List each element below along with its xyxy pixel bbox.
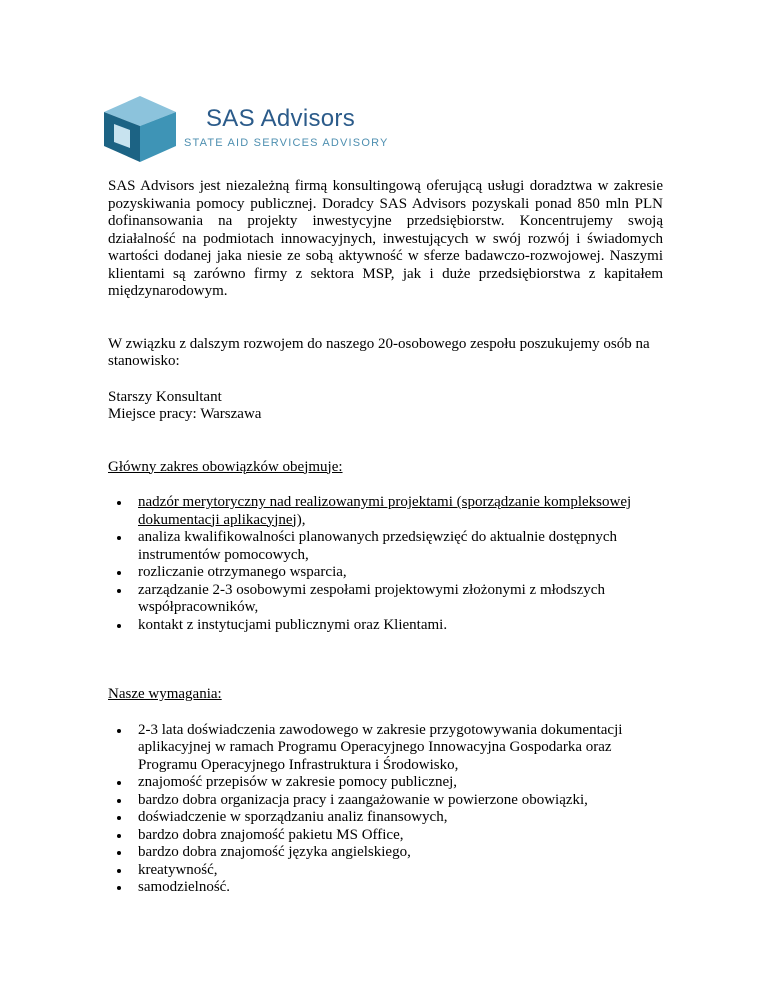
list-item: samodzielność. [138, 879, 663, 897]
list-item: 2-3 lata doświadczenia zawodowego w zakresie przygotowywania dokumentacji aplikacyjnej w ramach Programu Operacyjnego Innowacyjna Gospodarka oraz Programu Operacyjnego Infrastruktura i Środowisko, [138, 722, 663, 775]
requirements-heading: Nasze wymagania: [108, 686, 222, 702]
list-item: bardzo dobra organizacja pracy i zaangażowanie w powierzone obowiązki, [138, 792, 663, 810]
duties-list [108, 494, 663, 634]
company-logo [104, 96, 404, 162]
list-item: zarządzanie 2-3 osobowymi zespołami projektowymi złożonymi z młodszych współpracowników, [138, 582, 663, 617]
position-title: Starszy Konsultant [108, 388, 222, 405]
recruitment-paragraph: W związku z dalszym rozwojem do naszego 20-osobowego zespołu poszukujemy osób na stanowisko: [108, 335, 650, 369]
position-location: Miejsce pracy: Warszawa [108, 406, 262, 422]
list-item: nadzór merytoryczny nad realizowanymi projektami (sporządzanie kompleksowej dokumentacji aplikacyjnej), [138, 494, 663, 529]
list-item: rozliczanie otrzymanego wsparcia, [138, 564, 663, 582]
list-item: doświadczenie w sporządzaniu analiz finansowych, [138, 809, 663, 827]
list-item: znajomość przepisów w zakresie pomocy publicznej, [138, 774, 663, 792]
list-item: kontakt z instytucjami publicznymi oraz Klientami. [138, 617, 663, 635]
brand-tagline: STATE AID SERVICES ADVISORY [184, 137, 389, 149]
cube-logo-icon [104, 96, 176, 162]
intro-paragraph: SAS Advisors jest niezależną firmą konsultingową oferującą usługi doradztwa w zakresie pozyskiwania pomocy publicznej. Doradcy SAS Advisors pozyskali ponad 850 mln PLN dofinansowania na projekty inwestycyjne przedsiębiorstw. Koncentrujemy swoją działalność na podmiotach innowacyjnych, inwestujących w swój rozwój i świadomych wartości dodanej jaka niesie ze sobą aktywność w sferze badawczo-rozwojowej. Naszymi klientami są zarówno firmy z sektora MSP, jak i duże przedsiębiorstwa z kapitałem międzynarodowym. [108, 178, 663, 299]
list-item: analiza kwalifikowalności planowanych przedsięwzięć do aktualnie dostępnych instrumentów pomocowych, [138, 529, 663, 564]
document-body [108, 178, 663, 897]
list-item: bardzo dobra znajomość pakietu MS Office, [138, 827, 663, 845]
list-item: bardzo dobra znajomość języka angielskiego, [138, 844, 663, 862]
list-item: kreatywność, [138, 862, 663, 880]
requirements-list [108, 722, 663, 897]
duties-heading: Główny zakres obowiązków obejmuje: [108, 458, 343, 475]
brand-name: SAS Advisors [206, 105, 355, 132]
